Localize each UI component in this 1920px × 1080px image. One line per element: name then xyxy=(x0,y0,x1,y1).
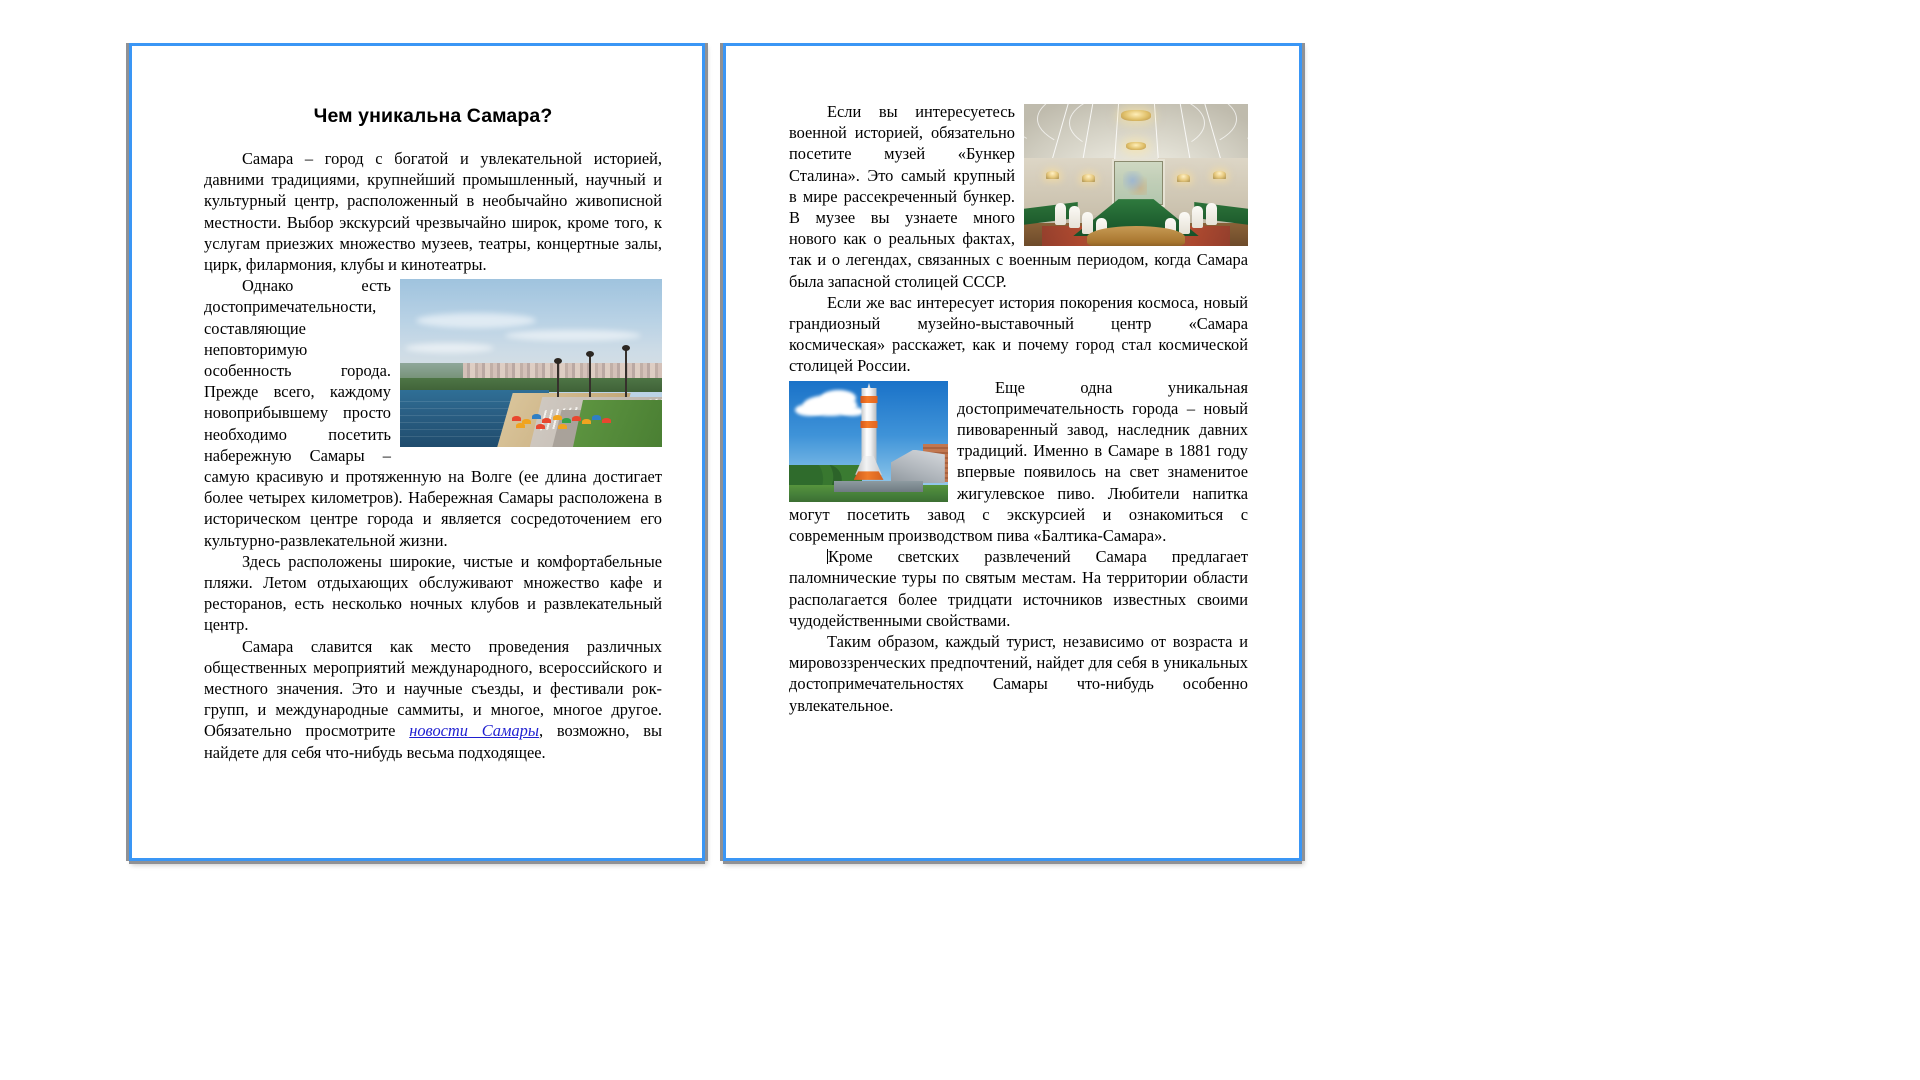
rocket-orange-band xyxy=(860,421,877,428)
bunker-wall-sconce xyxy=(1213,171,1226,179)
embankment-lamppost xyxy=(625,350,627,397)
bunker-wall-sconce xyxy=(1082,174,1095,182)
page-spread xyxy=(129,43,1302,861)
paragraph-events-text-after-link: , возможно, вы найдете для себя что-нибудь весьма подходящее. xyxy=(204,721,662,762)
bunker-chair xyxy=(1055,203,1066,225)
rocket-cloud xyxy=(795,404,824,416)
embankment-lamppost xyxy=(557,363,559,397)
embankment-beach-umbrellas xyxy=(507,397,617,431)
paragraph-space-center: Если же вас интересует история покорения космоса, новый грандиозный музейно-выставочный центр «Самара космическая» расскажет, как и почему город стал космической столицей России. xyxy=(789,292,1248,376)
soyuz-rocket-photo xyxy=(789,381,948,502)
bunker-chair xyxy=(1206,203,1217,225)
left-page-text-body[interactable] xyxy=(204,105,662,763)
rocket-cloud xyxy=(821,390,856,406)
page-left-content-area xyxy=(132,46,702,858)
bunker-chandelier xyxy=(1121,110,1151,121)
bunker-wall-sconce xyxy=(1177,174,1190,182)
right-page-text-body[interactable] xyxy=(789,101,1248,716)
document-page-right[interactable] xyxy=(723,43,1302,861)
samara-news-link[interactable]: новости Самары xyxy=(409,721,539,741)
bunker-wall-map xyxy=(1114,161,1163,206)
paragraph-brewery xyxy=(789,377,1248,547)
bunker-chandelier xyxy=(1126,142,1146,150)
bunker-wall-sconce xyxy=(1046,171,1059,179)
paragraph-embankment-text: Однако есть достопримечательности, составляющие неповторимую особенность города. Прежде всего, каждому новоприбывшему просто необходимо посетить набережную Самары – самую красивую и протяженную на Волге (ее длина достигает более четырех километров). Набережная Самары расположена в историческом центре города и является сосредоточением его культурно-развлекательной жизни. xyxy=(204,276,662,550)
paragraph-brewery-text: Еще одна уникальная достопримечательность города – новый пивоваренный завод, наследник давних традиций. Именно в Самаре в 1881 году впервые появилось на свет знаменитое жигулевское пиво. Любители напитка могут посетить завод с экскурсией и ознакомиться с современным производством пива «Балтика-Самара». xyxy=(789,377,1248,546)
bunker-chair xyxy=(1192,206,1203,228)
bunker-chair xyxy=(1179,212,1190,234)
paragraph-intro: Самара – город с богатой и увлекательной историей, давними традициями, крупнейший промышленный, научный и культурный центр, расположенный в необычайно живописной местности. Выбор экскурсий чрезвычайно широк, кроме того, к услугам приезжих множество музеев, театры, концертные залы, цирк, филармония, клубы и кинотеатры. xyxy=(204,149,662,275)
paragraph-events xyxy=(204,636,662,763)
embankment-lamppost xyxy=(589,356,591,396)
embankment-cloud xyxy=(416,313,537,328)
paragraph-conclusion: Таким образом, каждый турист, независимо от возраста и мировоззренческих предпочтений, найдет для себя в уникальных достопримечательностях Самары что-нибудь особенно увлекательное. xyxy=(789,632,1248,715)
rocket-engine-section xyxy=(854,471,884,479)
paragraph-beaches: Здесь расположены широкие, чистые и комфортабельные пляжи. Летом отдыхающих обслуживают множество кафе и ресторанов, есть несколько ночных клубов и развлекательный центр. xyxy=(204,551,662,635)
samara-embankment-photo xyxy=(400,279,662,447)
paragraph-bunker xyxy=(789,101,1248,292)
page-title: Чем уникальна Самара? xyxy=(313,105,553,127)
rocket-orange-band xyxy=(860,396,877,403)
paragraph-pilgrimage xyxy=(789,546,1248,631)
bunker-chair xyxy=(1082,212,1093,234)
paragraph-bunker-text: Если вы интересуетесь военной историей, обязательно посетите музей «Бункер Сталина». Это самый крупный в мире рассекреченный бункер. В музее вы узнаете много нового как о реальных фактах, так и о легендах, связанных с военным периодом, когда Самара была запасной столицей СССР. xyxy=(789,102,1248,291)
page-right-content-area xyxy=(726,46,1299,858)
document-page-left[interactable] xyxy=(129,43,705,861)
paragraph-pilgrimage-text: Кроме светских развлечений Самара предлагает паломнические туры по святым местам. На территории области располагается более тридцати источников известных своими чудодейственными свойствами. xyxy=(789,547,1248,630)
rocket-plaza xyxy=(834,481,923,492)
bunker-foreground-round-table xyxy=(1087,226,1186,246)
paragraph-embankment xyxy=(204,275,662,551)
paragraph-events-text-before-link: Самара славится как место проведения различных общественных мероприятий международного, всероссийского и местного значения. Это и научные съезды, и фестивали рок-групп, и международные саммиты, и многое, многое другое. Обязательно просмотрите xyxy=(204,636,662,741)
stalin-bunker-photo xyxy=(1024,104,1248,246)
bunker-chair xyxy=(1069,206,1080,228)
